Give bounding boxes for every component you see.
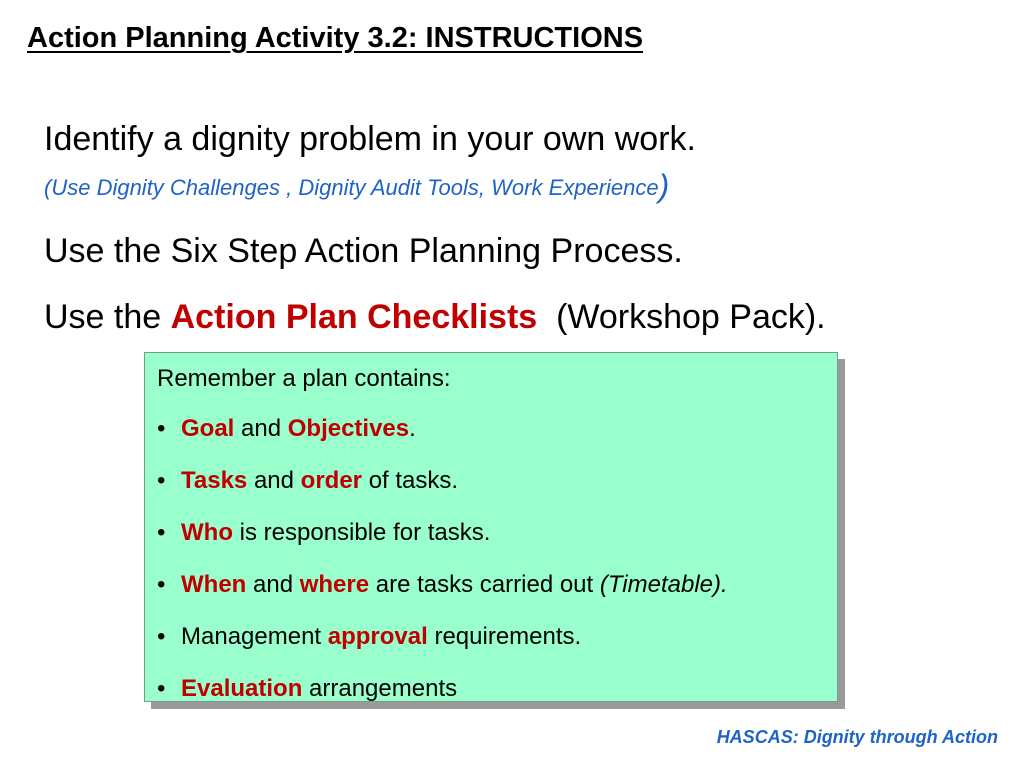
instruction-sources-note <box>44 166 669 203</box>
item-text: requirements. <box>427 623 582 650</box>
checklists-suffix: (Workshop Pack). <box>537 298 826 336</box>
item-text: is responsible for tasks. <box>232 519 491 546</box>
checklists-emphasis: Action Plan Checklists <box>170 298 538 336</box>
plan-item-tasks <box>157 467 825 519</box>
plan-item-approval <box>157 623 825 675</box>
slide-title: Action Planning Activity 3.2: INSTRUCTIONS <box>27 22 644 54</box>
keyword-when: When <box>181 571 247 598</box>
checklists-prefix: Use the <box>44 298 171 336</box>
keyword-order: order <box>300 467 363 494</box>
timetable-note: (Timetable). <box>599 571 728 598</box>
plan-contents-box <box>144 352 838 702</box>
bullet-icon: • <box>157 519 166 546</box>
bullet-icon: • <box>157 571 166 598</box>
keyword-goal: Goal <box>181 415 235 442</box>
instruction-identify-problem: Identify a dignity problem in your own work. <box>44 120 696 158</box>
bullet-icon: • <box>157 623 166 650</box>
bullet-icon: • <box>157 675 166 702</box>
plan-item-who <box>157 519 825 571</box>
instruction-six-step-process: Use the Six Step Action Planning Process. <box>44 232 683 270</box>
plan-item-goal <box>157 415 825 467</box>
item-text: . <box>409 415 416 442</box>
footer-organization: HASCAS: Dignity through Action <box>716 727 998 747</box>
sources-text: Use Dignity Challenges , Dignity Audit Tools, Work Experience <box>51 175 659 200</box>
keyword-tasks: Tasks <box>181 467 248 494</box>
plan-contents-heading: Remember a plan contains: <box>157 365 451 392</box>
keyword-where: where <box>299 571 370 598</box>
item-text: Management <box>181 623 328 650</box>
plan-item-when-where <box>157 571 825 623</box>
sources-open-paren: ( <box>44 175 52 200</box>
sources-close-paren: ) <box>658 168 670 204</box>
item-text: and <box>246 571 300 598</box>
item-text: are tasks carried out <box>369 571 600 598</box>
keyword-objectives: Objectives <box>287 415 410 442</box>
plan-item-evaluation <box>157 675 825 727</box>
bullet-icon: • <box>157 415 166 442</box>
item-text: arrangements <box>302 675 458 702</box>
keyword-approval: approval <box>327 623 428 650</box>
item-text: and <box>247 467 301 494</box>
item-text: of tasks. <box>362 467 459 494</box>
instruction-checklists <box>44 298 826 337</box>
item-text: and <box>234 415 288 442</box>
keyword-evaluation: Evaluation <box>181 675 303 702</box>
keyword-who: Who <box>181 519 233 546</box>
bullet-icon: • <box>157 467 166 494</box>
